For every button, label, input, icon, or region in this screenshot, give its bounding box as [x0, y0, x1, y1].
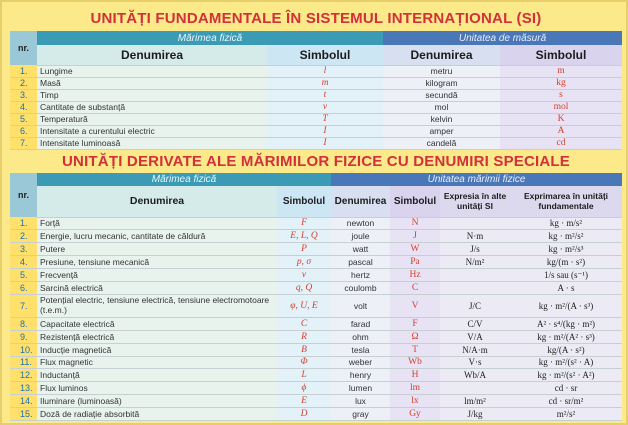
row-number: 2. — [10, 230, 37, 243]
quantity-name: Timp — [37, 89, 267, 101]
unit-name: hertz — [331, 269, 390, 282]
table-row — [10, 395, 622, 408]
unit-name: tesla — [331, 343, 390, 356]
unit-symbol: m — [500, 65, 622, 77]
row-number: 1. — [10, 65, 37, 77]
row-number: 5. — [10, 269, 37, 282]
quantity-symbol: t — [267, 89, 383, 101]
unit-name: kilogram — [383, 77, 500, 89]
quantity-name-header: Denumirea — [37, 186, 277, 217]
quantity-name: Temperatură — [37, 113, 267, 125]
quantity-symbol: Φ — [277, 356, 331, 369]
table-row — [10, 243, 622, 256]
fundamental-expression: kg · m²/(s² · A²) — [510, 369, 622, 382]
row-number: 6. — [10, 125, 37, 137]
fundamental-units-title: UNITĂȚI FUNDAMENTALE ÎN SISTEMUL INTERNAȚIONAL (SI) — [90, 10, 542, 27]
quantity-symbol: I — [267, 125, 383, 137]
row-number: 7. — [10, 294, 37, 317]
unit-symbol: Gy — [390, 408, 440, 421]
fundamental-expression: cd · sr/m² — [510, 395, 622, 408]
table-row — [10, 89, 622, 101]
unit-symbol: Pa — [390, 256, 440, 269]
row-number: 4. — [10, 101, 37, 113]
unit-name: joule — [331, 230, 390, 243]
unit-symbol: N — [390, 217, 440, 230]
unit-symbol-header: Simbolul — [500, 45, 622, 65]
table-row — [10, 408, 622, 421]
unit-name: weber — [331, 356, 390, 369]
quantity-name: Capacitate electrică — [37, 317, 277, 330]
quantity-name-header: Denumirea — [37, 45, 267, 65]
other-si-expression: N/A·m — [440, 343, 510, 356]
row-number: 11. — [10, 356, 37, 369]
quantity-symbol: L — [277, 369, 331, 382]
quantity-name: Presiune, tensiune mecanică — [37, 256, 277, 269]
unit-symbol: s — [500, 89, 622, 101]
unit-name: lumen — [331, 382, 390, 395]
unit-symbol: T — [390, 343, 440, 356]
unit-name-header: Denumirea — [383, 45, 500, 65]
quantity-name: Flux luminos — [37, 382, 277, 395]
other-si-expression: J/C — [440, 294, 510, 317]
unit-symbol: F — [390, 317, 440, 330]
quantity-name: Inductanță — [37, 369, 277, 382]
unit-symbol: K — [500, 113, 622, 125]
row-number: 9. — [10, 330, 37, 343]
quantity-symbol: φ, U, E — [277, 294, 331, 317]
table-row — [10, 137, 622, 149]
table-row — [10, 125, 622, 137]
quantity-name: Flux magnetic — [37, 356, 277, 369]
row-number: 13. — [10, 382, 37, 395]
quantity-symbol: I — [267, 137, 383, 149]
row-number: 3. — [10, 89, 37, 101]
other-si-expression: N·m — [440, 230, 510, 243]
quantity-symbol: D — [277, 408, 331, 421]
unit-symbol: A — [500, 125, 622, 137]
other-si-expression: J/s — [440, 243, 510, 256]
quantity-symbol: F — [277, 217, 331, 230]
fundamental-expression: A · s — [510, 281, 622, 294]
table-row — [10, 65, 622, 77]
quantity-name: Putere — [37, 243, 277, 256]
physical-quantity-group-header: Mărimea fizică — [37, 173, 331, 186]
unit-symbol-header: Simbolul — [390, 186, 440, 217]
unit-name: watt — [331, 243, 390, 256]
nr-header: nr. — [10, 173, 37, 217]
fundamental-units-header: Exprimarea în unități fundamentale — [510, 186, 622, 217]
table-row — [10, 294, 622, 317]
fundamental-expression: A² · s⁴/(kg · m²) — [510, 317, 622, 330]
quantity-name: Masă — [37, 77, 267, 89]
unit-name: gray — [331, 408, 390, 421]
fundamental-expression: kg · m²/(A² · s³) — [510, 330, 622, 343]
other-si-units-header: Expresia în alte unități SI — [440, 186, 510, 217]
derived-units-table — [10, 173, 622, 421]
other-si-expression: V/A — [440, 330, 510, 343]
row-number: 15. — [10, 408, 37, 421]
unit-symbol: V — [390, 294, 440, 317]
other-si-expression: Wb/A — [440, 369, 510, 382]
unit-name: newton — [331, 217, 390, 230]
table-row — [10, 269, 622, 282]
other-si-expression: C/V — [440, 317, 510, 330]
unit-symbol: H — [390, 369, 440, 382]
table-row — [10, 281, 622, 294]
quantity-symbol-header: Simbolul — [277, 186, 331, 217]
quantity-name: Sarcină electrică — [37, 281, 277, 294]
table-row — [10, 356, 622, 369]
quantity-symbol: m — [267, 77, 383, 89]
table-row — [10, 369, 622, 382]
fundamental-expression: kg · m²/s³ — [510, 243, 622, 256]
fundamental-expression: cd · sr — [510, 382, 622, 395]
table-row — [10, 317, 622, 330]
unit-name: amper — [383, 125, 500, 137]
other-si-expression: J/kg — [440, 408, 510, 421]
quantity-symbol: ϕ — [277, 382, 331, 395]
other-si-expression: N/m² — [440, 256, 510, 269]
quantity-name: Rezistență electrică — [37, 330, 277, 343]
quantity-symbol: R — [277, 330, 331, 343]
unit-name: henry — [331, 369, 390, 382]
fundamental-expression: kg/(A · s²) — [510, 343, 622, 356]
unit-name: lux — [331, 395, 390, 408]
quantity-symbol-header: Simbolul — [267, 45, 383, 65]
quantity-name: Energie, lucru mecanic, cantitate de căldură — [37, 230, 277, 243]
measurement-unit-group-header: Unitatea de măsură — [383, 31, 622, 45]
table-row — [10, 382, 622, 395]
quantity-symbol: E, L, Q — [277, 230, 331, 243]
unit-symbol: Hz — [390, 269, 440, 282]
fundamental-units-table — [10, 31, 622, 150]
row-number: 12. — [10, 369, 37, 382]
unit-name: coulomb — [331, 281, 390, 294]
quantity-name: Lungime — [37, 65, 267, 77]
unit-symbol: cd — [500, 137, 622, 149]
unit-symbol: lm — [390, 382, 440, 395]
unit-name: volt — [331, 294, 390, 317]
unit-name: kelvin — [383, 113, 500, 125]
quantity-symbol: l — [267, 65, 383, 77]
unit-name: farad — [331, 317, 390, 330]
table-row — [10, 330, 622, 343]
table-row — [10, 77, 622, 89]
quantity-symbol: B — [277, 343, 331, 356]
table-row — [10, 230, 622, 243]
unit-symbol: kg — [500, 77, 622, 89]
quantity-symbol: ν — [267, 101, 383, 113]
unit-symbol: J — [390, 230, 440, 243]
fundamental-expression: 1/s sau (s⁻¹) — [510, 269, 622, 282]
row-number: 5. — [10, 113, 37, 125]
table-row — [10, 343, 622, 356]
unit-name: mol — [383, 101, 500, 113]
quantity-symbol: p, σ — [277, 256, 331, 269]
unit-name: ohm — [331, 330, 390, 343]
quantity-name: Inducție magnetică — [37, 343, 277, 356]
quantity-name: Frecvență — [37, 269, 277, 282]
row-number: 7. — [10, 137, 37, 149]
quantity-symbol: T — [267, 113, 383, 125]
quantity-name: Potențial electric, tensiune electrică, tensiune electromotoare (t.e.m.) — [37, 294, 277, 317]
row-number: 6. — [10, 281, 37, 294]
unit-name: candelă — [383, 137, 500, 149]
row-number: 8. — [10, 317, 37, 330]
unit-symbol: lx — [390, 395, 440, 408]
unit-name-header: Denumirea — [331, 186, 390, 217]
quantity-name: Iluminare (luminoasă) — [37, 395, 277, 408]
unit-symbol: Ω — [390, 330, 440, 343]
quantity-name: Doză de radiație absorbită — [37, 408, 277, 421]
quantity-name: Intensitate luminoasă — [37, 137, 267, 149]
row-number: 1. — [10, 217, 37, 230]
quantity-symbol: q, Q — [277, 281, 331, 294]
row-number: 3. — [10, 243, 37, 256]
fundamental-expression: kg · m²/s² — [510, 230, 622, 243]
physical-quantity-group-header: Mărimea fizică — [37, 31, 383, 45]
quantity-name: Forță — [37, 217, 277, 230]
quantity-symbol: C — [277, 317, 331, 330]
table-row — [10, 217, 622, 230]
row-number: 2. — [10, 77, 37, 89]
other-si-expression — [440, 281, 510, 294]
quantity-unit-group-header: Unitatea mărimii fizice — [331, 173, 622, 186]
fundamental-expression: kg · m²/(s² · A) — [510, 356, 622, 369]
quantity-symbol: ν — [277, 269, 331, 282]
unit-name: pascal — [331, 256, 390, 269]
fundamental-expression: kg · m/s² — [510, 217, 622, 230]
table-row — [10, 113, 622, 125]
row-number: 10. — [10, 343, 37, 356]
quantity-symbol: P — [277, 243, 331, 256]
unit-symbol: C — [390, 281, 440, 294]
quantity-name: Intensitate a curentului electric — [37, 125, 267, 137]
fundamental-expression: kg/(m · s²) — [510, 256, 622, 269]
table-row — [10, 256, 622, 269]
other-si-expression: V·s — [440, 356, 510, 369]
quantity-name: Cantitate de substanță — [37, 101, 267, 113]
row-number: 4. — [10, 256, 37, 269]
unit-name: metru — [383, 65, 500, 77]
quantity-symbol: E — [277, 395, 331, 408]
other-si-expression — [440, 382, 510, 395]
unit-symbol: mol — [500, 101, 622, 113]
unit-symbol: W — [390, 243, 440, 256]
fundamental-expression: kg · m²/(A · s³) — [510, 294, 622, 317]
table-row — [10, 101, 622, 113]
nr-header: nr. — [10, 31, 37, 65]
fundamental-expression: m²/s² — [510, 408, 622, 421]
other-si-expression: lm/m² — [440, 395, 510, 408]
unit-symbol: Wb — [390, 356, 440, 369]
other-si-expression — [440, 217, 510, 230]
row-number: 14. — [10, 395, 37, 408]
unit-name: secundă — [383, 89, 500, 101]
derived-units-title: UNITĂȚI DERIVATE ALE MĂRIMILOR FIZICE CU DENUMIRI SPECIALE — [62, 153, 570, 170]
other-si-expression — [440, 269, 510, 282]
